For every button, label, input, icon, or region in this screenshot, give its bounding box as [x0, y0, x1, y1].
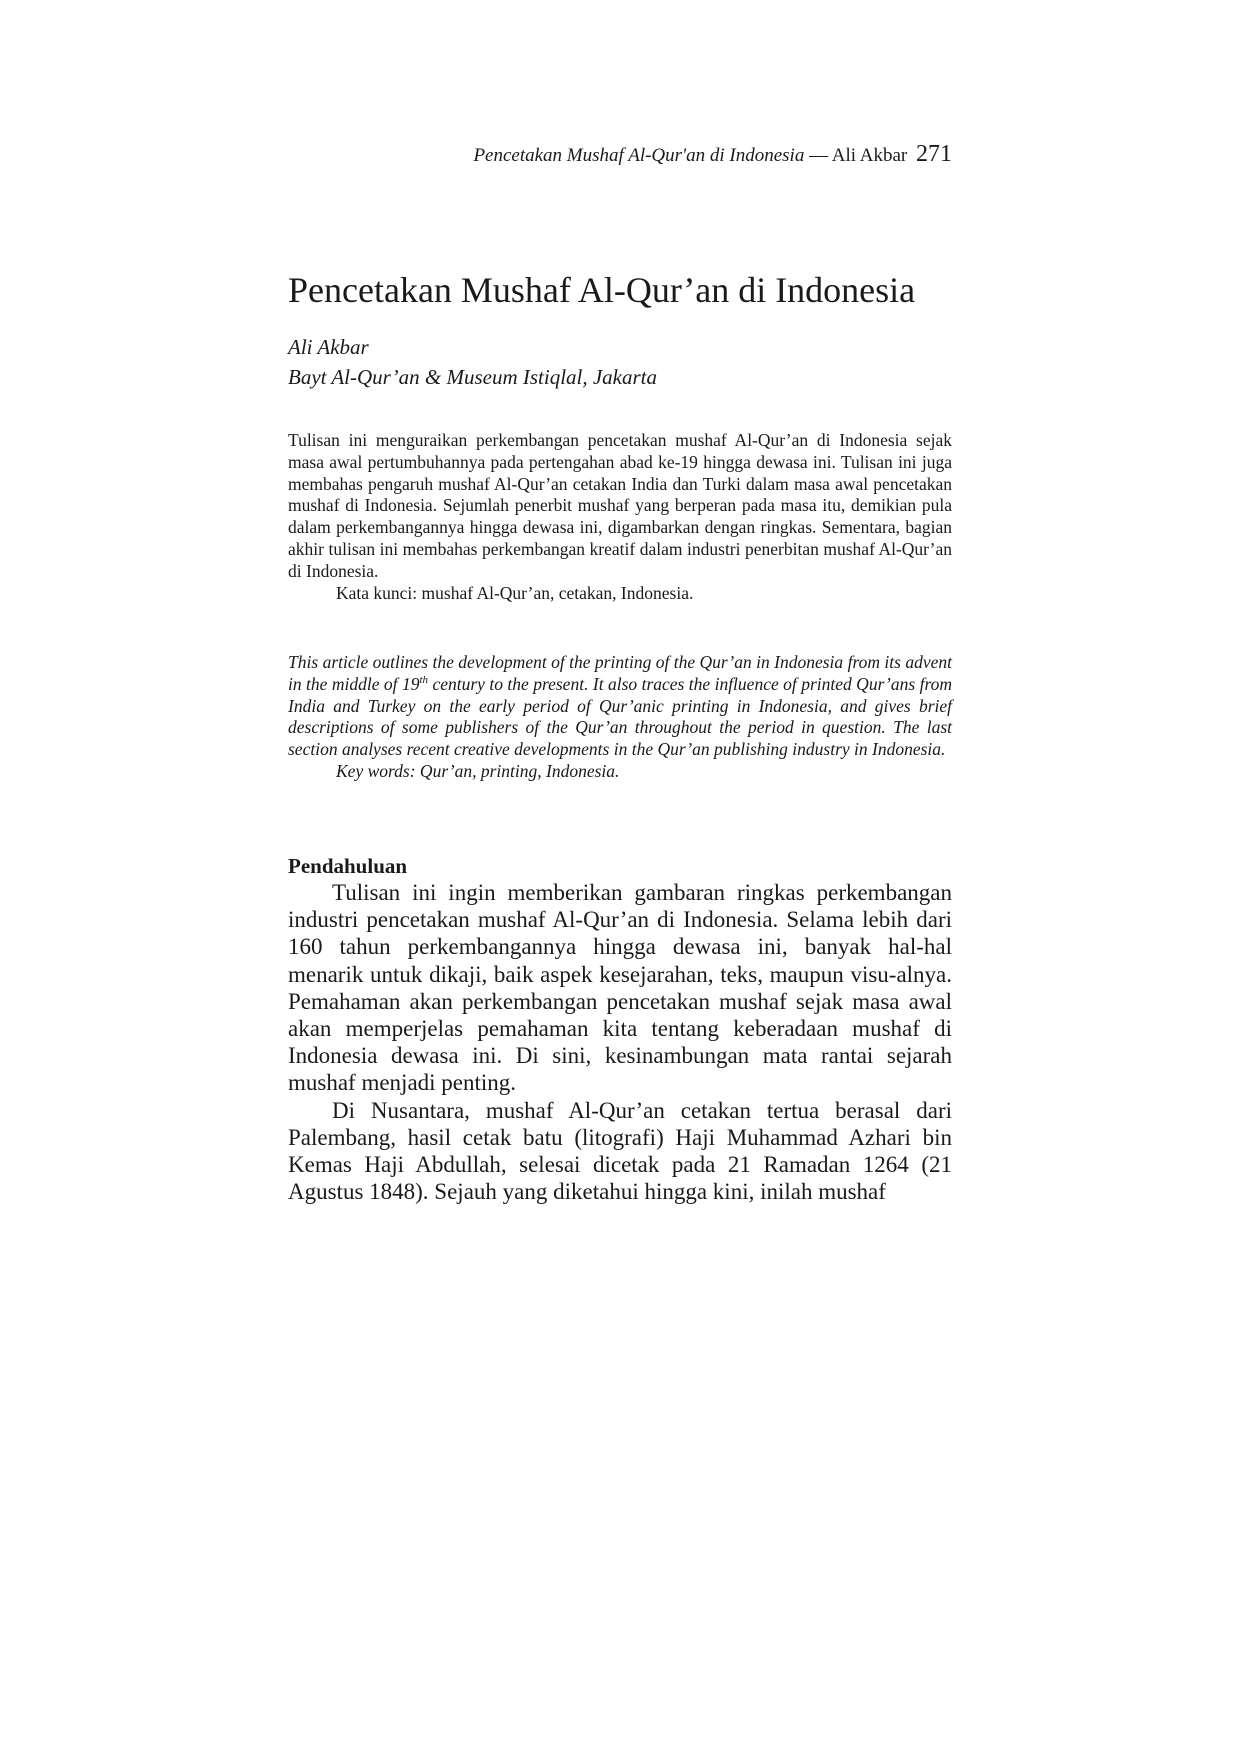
body-paragraph: Tulisan ini ingin memberikan gambaran ringkas perkembangan industri pencetakan mushaf Al-Qur’an di Indonesia. Selama lebih dari 160 tahun perkembangannya hingga dewasa ini, banyak hal-hal menarik untuk dikaji, baik aspek kesejarahan, teks, maupun visu-alnya. Pemahaman akan perkembangan pencetakan mushaf sejak masa awal akan memperjelas pemahaman kita tentang keberadaan mushaf di Indonesia dewasa ini. Di sini, kesinambungan mata rantai sejarah mushaf menjadi penting.	[288, 880, 952, 1096]
running-header	[288, 142, 952, 168]
abstract-english	[288, 652, 952, 783]
author-block	[288, 332, 952, 392]
author-name: Ali Akbar	[288, 335, 369, 359]
running-header-title: Pencetakan Mushaf Al-Qur'an di Indonesia	[473, 145, 805, 166]
section-introduction	[288, 853, 952, 1205]
section-heading: Pendahuluan	[288, 854, 408, 878]
running-header-author: Ali Akbar	[831, 145, 908, 166]
abstract-english-text	[288, 652, 952, 761]
ordinal-superscript: th	[419, 673, 429, 686]
body-paragraph: Di Nusantara, mushaf Al-Qur’an cetakan tertua berasal dari Palembang, hasil cetak batu (litografi) Haji Muhammad Azhari bin Kemas Haji Abdullah, selesai dicetak pada 21 Ramadan 1264 (21 Agustus 1848). Sejauh yang diketahui hingga kini, inilah mushaf	[288, 1097, 952, 1205]
abstract-indonesian-keywords: Kata kunci: mushaf Al-Qur’an, cetakan, Indonesia.	[336, 582, 694, 603]
abstract-english-text-start: This article outlines the development of the printing of the Qur’an in Indonesia from its advent in the middle of 19	[288, 652, 952, 694]
abstract-indonesian	[288, 430, 952, 604]
section-body	[288, 879, 952, 1205]
abstract-indonesian-text: Tulisan ini menguraikan perkembangan pencetakan mushaf Al-Qur’an di Indonesia sejak masa awal pertumbuhannya pada pertengahan abad ke-19 hingga dewasa ini. Tulisan ini juga membahas pengaruh mushaf Al-Qur’an cetakan India dan Turki dalam masa awal pencetakan mushaf di Indonesia. Sejumlah penerbit mushaf yang berperan pada masa itu, demikian pula dalam perkembangannya hingga dewasa ini, digambarkan dengan ringkas. Sementara, bagian akhir tulisan ini membahas perkembangan kreatif dalam industri penerbitan mushaf Al-Qur’an di Indonesia.	[288, 430, 952, 581]
running-header-separator: —	[809, 145, 829, 166]
article-title: Pencetakan Mushaf Al-Qur’an di Indonesia	[288, 270, 916, 310]
author-affiliation: Bayt Al-Qur’an & Museum Istiqlal, Jakarta	[288, 365, 658, 389]
page-number: 271	[916, 141, 952, 167]
abstract-english-text-end: century to the present. It also traces the influence of printed Qur’ans from India and Turkey on the early period of Qur’anic printing in Indonesia, and gives brief descriptions of some publishers of the Qur’an throughout the period in question. The last section analyses recent creative developments in the Qur’an publishing industry in Indonesia.	[288, 673, 952, 760]
abstract-english-keywords: Key words: Qur’an, printing, Indonesia.	[336, 760, 620, 781]
